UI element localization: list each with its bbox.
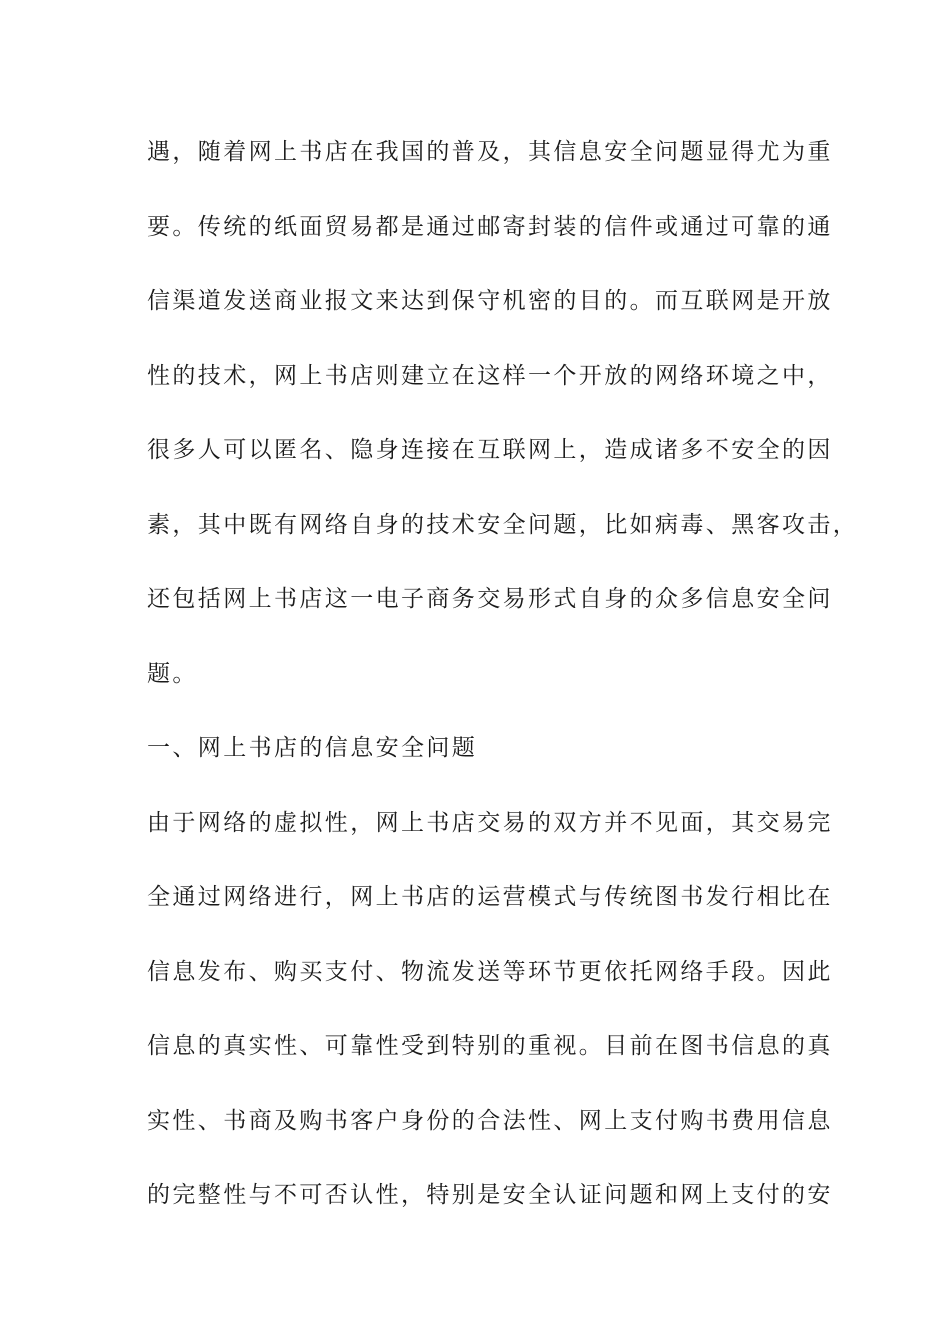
text-line: 很多人可以匿名、隐身连接在互联网上，造成诸多不安全的因 <box>147 437 833 463</box>
text-line: 信息的真实性、可靠性受到特别的重视。目前在图书信息的真 <box>147 1033 833 1059</box>
text-line: 还包括网上书店这一电子商务交易形式自身的众多信息安全问 <box>147 586 833 612</box>
text-line: 实性、书商及购书客户身份的合法性、网上支付购书费用信息 <box>147 1107 833 1134</box>
text-line: 素，其中既有网络自身的技术安全问题，比如病毒、黑客攻击， <box>147 511 859 538</box>
text-line: 要。传统的纸面贸易都是通过邮寄封装的信件或通过可靠的通 <box>147 213 833 240</box>
text-line: 信渠道发送商业报文来达到保守机密的目的。而互联网是开放 <box>147 288 833 314</box>
text-line: 题。 <box>147 660 198 687</box>
text-line: 性的技术，网上书店则建立在这样一个开放的网络环境之中， <box>147 362 833 389</box>
text-line: 遇，随着网上书店在我国的普及，其信息安全问题显得尤为重 <box>147 139 833 165</box>
text-line: 的完整性与不可否认性，特别是安全认证问题和网上支付的安 <box>147 1182 833 1208</box>
section-heading: 一、网上书店的信息安全问题 <box>147 735 478 761</box>
text-line: 全通过网络进行，网上书店的运营模式与传统图书发行相比在 <box>147 884 833 910</box>
text-line: 信息发布、购买支付、物流发送等环节更依托网络手段。因此 <box>147 958 833 985</box>
text-line: 由于网络的虚拟性，网上书店交易的双方并不见面，其交易完 <box>147 809 833 836</box>
body-text <box>147 132 859 1250</box>
